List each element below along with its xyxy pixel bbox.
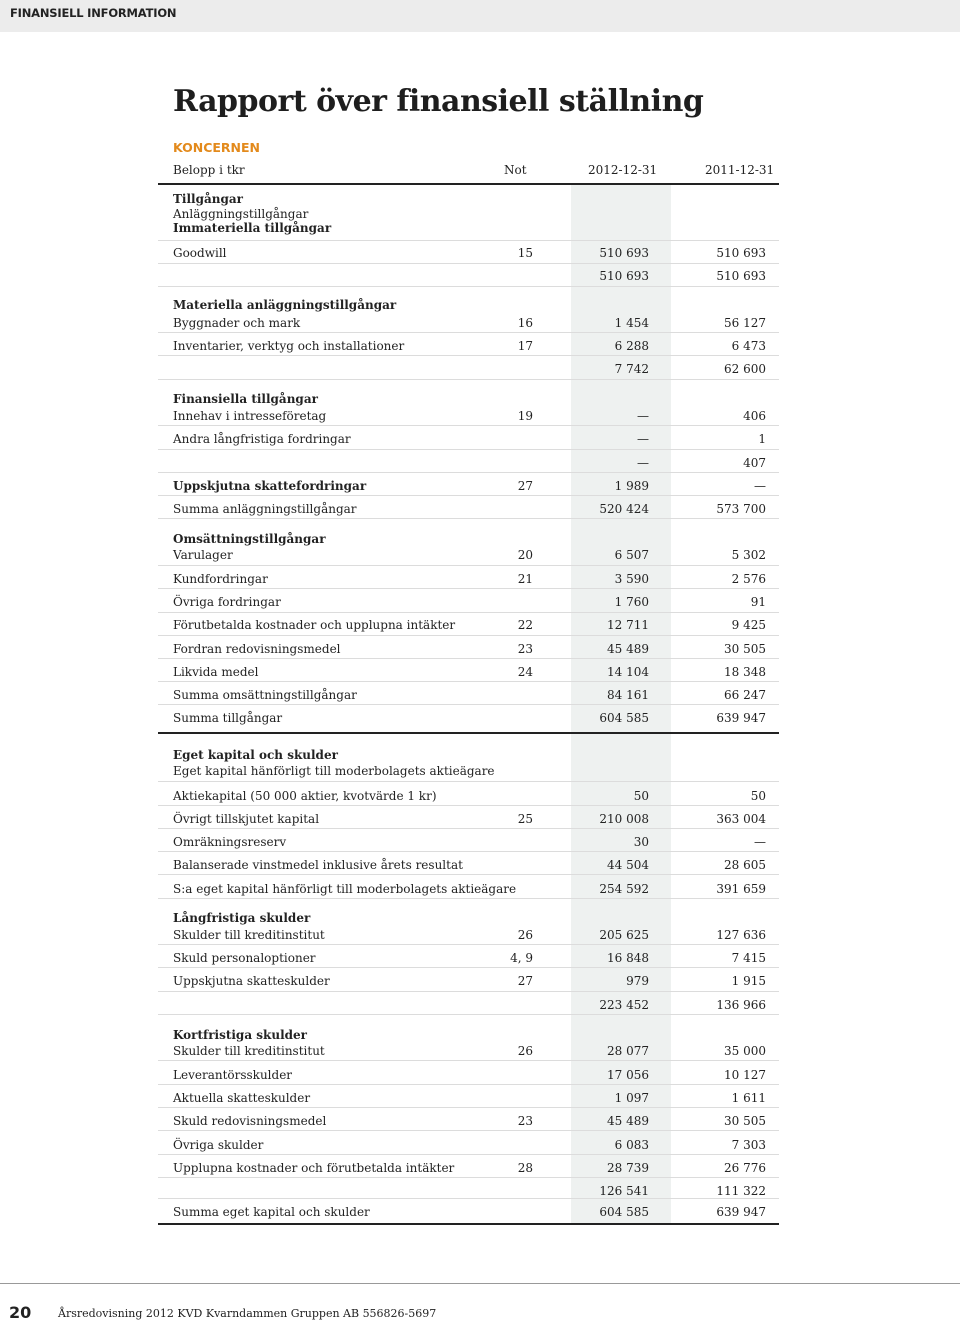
row-separator xyxy=(158,495,779,496)
row-label: Skulder till kreditinstitut xyxy=(173,928,325,942)
row-value-2011: 111 322 xyxy=(716,1184,766,1198)
row-note: 22 xyxy=(517,618,533,632)
column-header-2012: 2012-12-31 xyxy=(588,163,658,177)
row-label: Långfristiga skulder xyxy=(173,911,311,925)
row-separator xyxy=(158,1177,779,1178)
row-separator xyxy=(158,1223,779,1225)
row-label: Övriga fordringar xyxy=(173,595,281,609)
row-value-2012: 6 288 xyxy=(614,339,649,353)
row-value-2011: 35 000 xyxy=(724,1044,766,1058)
row-separator xyxy=(158,681,779,682)
row-value-2011: 510 693 xyxy=(716,269,766,283)
row-label: Immateriella tillgångar xyxy=(173,221,332,235)
row-note: 25 xyxy=(517,812,533,826)
row-note: 23 xyxy=(517,1114,533,1128)
row-label: Summa anläggningstillgångar xyxy=(173,502,357,516)
row-note: 28 xyxy=(517,1161,533,1175)
row-label: Omsättningstillgångar xyxy=(173,532,326,546)
row-value-2012: 45 489 xyxy=(607,642,649,656)
row-note: 26 xyxy=(517,928,533,942)
row-separator xyxy=(158,472,779,473)
row-label: Summa tillgångar xyxy=(173,711,283,725)
row-separator xyxy=(158,967,779,968)
row-separator xyxy=(158,565,779,566)
column-header-2011: 2011-12-31 xyxy=(705,163,775,177)
row-separator xyxy=(158,425,779,426)
row-value-2012: 45 489 xyxy=(607,1114,649,1128)
row-value-2011: 136 966 xyxy=(716,998,766,1012)
row-value-2011: 56 127 xyxy=(724,316,766,330)
row-label: Skuld personaloptioner xyxy=(173,951,316,965)
row-label: Upplupna kostnader och förutbetalda intäkter xyxy=(173,1161,455,1175)
row-value-2012: 6 083 xyxy=(614,1138,649,1152)
row-separator xyxy=(158,828,779,829)
row-value-2011: 639 947 xyxy=(716,1205,766,1219)
row-value-2012: 84 161 xyxy=(607,688,649,702)
row-separator xyxy=(158,704,779,705)
row-value-2011: 30 505 xyxy=(724,642,766,656)
row-note: 23 xyxy=(517,642,533,656)
row-separator xyxy=(158,518,779,519)
row-separator xyxy=(158,898,779,899)
row-label: Innehav i intresseföretag xyxy=(173,409,327,423)
row-value-2012: 510 693 xyxy=(599,246,649,260)
row-label: Andra långfristiga fordringar xyxy=(173,432,351,446)
row-label: Goodwill xyxy=(173,246,227,260)
row-value-2012: — xyxy=(637,432,649,446)
footer-text: Årsredovisning 2012 KVD Kvarndammen Gruppen AB 556826-5697 xyxy=(58,1307,437,1320)
row-value-2011: 1 611 xyxy=(731,1091,766,1105)
row-separator xyxy=(158,944,779,945)
row-separator xyxy=(158,1014,779,1015)
column-header-label: Belopp i tkr xyxy=(173,163,245,177)
row-separator xyxy=(158,1130,779,1131)
row-value-2012: 1 097 xyxy=(614,1091,649,1105)
row-value-2011: 2 576 xyxy=(731,572,766,586)
row-value-2011: 62 600 xyxy=(724,362,766,376)
row-value-2011: 406 xyxy=(743,409,766,423)
row-label: Övrigt tillskjutet kapital xyxy=(173,812,320,826)
row-separator xyxy=(158,612,779,613)
row-separator xyxy=(158,355,779,356)
row-value-2012: 205 625 xyxy=(599,928,649,942)
row-value-2012: 979 xyxy=(626,974,649,988)
row-label: Förutbetalda kostnader och upplupna intäkter xyxy=(173,618,456,632)
row-separator xyxy=(158,286,779,287)
section-header-label: FINANSIELL INFORMATION xyxy=(10,6,177,20)
row-value-2012: — xyxy=(637,409,649,423)
row-note: 27 xyxy=(517,479,533,493)
row-label: Skuld redovisningsmedel xyxy=(173,1114,327,1128)
column-header-note: Not xyxy=(504,163,527,177)
row-value-2012: 1 760 xyxy=(614,595,649,609)
row-value-2011: — xyxy=(754,479,766,493)
row-value-2012: 28 077 xyxy=(607,1044,649,1058)
row-value-2011: 391 659 xyxy=(716,882,766,896)
row-label: Uppskjutna skatteskulder xyxy=(173,974,330,988)
row-value-2012: 510 693 xyxy=(599,269,649,283)
row-separator xyxy=(158,1084,779,1085)
row-separator xyxy=(158,781,779,782)
row-value-2011: 9 425 xyxy=(731,618,766,632)
row-separator xyxy=(158,1107,779,1108)
row-separator xyxy=(158,588,779,589)
row-value-2011: 510 693 xyxy=(716,246,766,260)
row-separator xyxy=(158,658,779,659)
row-value-2012: 44 504 xyxy=(607,858,649,872)
row-label: Eget kapital och skulder xyxy=(173,748,338,762)
row-separator xyxy=(158,240,779,241)
row-label: Kundfordringar xyxy=(173,572,268,586)
row-value-2011: 573 700 xyxy=(716,502,766,516)
page-title: Rapport över finansiell ställning xyxy=(173,84,704,119)
row-value-2011: 407 xyxy=(743,456,766,470)
row-separator xyxy=(158,805,779,806)
row-separator xyxy=(158,991,779,992)
row-value-2012: 1 989 xyxy=(614,479,649,493)
row-value-2011: 91 xyxy=(750,595,766,609)
row-separator xyxy=(158,635,779,636)
row-value-2011: — xyxy=(754,835,766,849)
row-value-2012: 223 452 xyxy=(599,998,649,1012)
row-label: Materiella anläggningstillgångar xyxy=(173,298,397,312)
row-separator xyxy=(158,1154,779,1155)
row-note: 26 xyxy=(517,1044,533,1058)
row-separator xyxy=(158,851,779,852)
row-value-2012: 604 585 xyxy=(599,1205,649,1219)
row-label: Eget kapital hänförligt till moderbolagets aktieägare xyxy=(173,764,495,778)
footer-rule xyxy=(0,1283,960,1284)
row-label: Uppskjutna skattefordringar xyxy=(173,479,367,493)
row-label: Summa omsättningstillgångar xyxy=(173,688,357,702)
row-value-2011: 50 xyxy=(750,789,766,803)
row-value-2011: 5 302 xyxy=(731,548,766,562)
row-value-2011: 10 127 xyxy=(724,1068,766,1082)
row-separator xyxy=(158,263,779,264)
row-value-2012: 12 711 xyxy=(607,618,649,632)
row-value-2012: 16 848 xyxy=(607,951,649,965)
page-subtitle: KONCERNEN xyxy=(173,140,261,155)
row-note: 16 xyxy=(517,316,533,330)
row-note: 27 xyxy=(517,974,533,988)
row-value-2012: 210 008 xyxy=(599,812,649,826)
row-value-2011: 30 505 xyxy=(724,1114,766,1128)
row-label: Anläggningstillgångar xyxy=(173,207,309,221)
row-label: Omräkningsreserv xyxy=(173,835,287,849)
row-separator xyxy=(158,1198,779,1199)
row-value-2012: 28 739 xyxy=(607,1161,649,1175)
row-value-2011: 28 605 xyxy=(724,858,766,872)
page-number: 20 xyxy=(9,1303,32,1322)
row-label: Varulager xyxy=(173,548,233,562)
row-note: 19 xyxy=(517,409,533,423)
row-separator xyxy=(158,874,779,875)
row-separator xyxy=(158,379,779,380)
row-separator xyxy=(158,449,779,450)
row-separator xyxy=(158,332,779,333)
row-value-2011: 26 776 xyxy=(724,1161,766,1175)
row-value-2011: 639 947 xyxy=(716,711,766,725)
row-value-2012: 17 056 xyxy=(607,1068,649,1082)
row-value-2012: — xyxy=(637,456,649,470)
row-label: Övriga skulder xyxy=(173,1138,264,1152)
row-value-2011: 7 415 xyxy=(731,951,766,965)
row-note: 20 xyxy=(517,548,533,562)
row-label: Summa eget kapital och skulder xyxy=(173,1205,370,1219)
row-value-2011: 7 303 xyxy=(731,1138,766,1152)
row-value-2012: 604 585 xyxy=(599,711,649,725)
row-label: Byggnader och mark xyxy=(173,316,301,330)
row-value-2012: 50 xyxy=(633,789,649,803)
row-note: 15 xyxy=(517,246,533,260)
row-value-2011: 1 915 xyxy=(731,974,766,988)
row-value-2012: 6 507 xyxy=(614,548,649,562)
row-value-2011: 363 004 xyxy=(716,812,766,826)
row-value-2011: 6 473 xyxy=(731,339,766,353)
row-label: Skulder till kreditinstitut xyxy=(173,1044,325,1058)
row-label: Finansiella tillgångar xyxy=(173,392,318,406)
row-separator xyxy=(158,1060,779,1061)
row-label: Inventarier, verktyg och installationer xyxy=(173,339,405,353)
row-value-2011: 18 348 xyxy=(724,665,766,679)
row-note: 17 xyxy=(517,339,533,353)
row-value-2011: 1 xyxy=(758,432,766,446)
row-label: Fordran redovisningsmedel xyxy=(173,642,341,656)
row-value-2011: 66 247 xyxy=(724,688,766,702)
row-label: Aktiekapital (50 000 aktier, kvotvärde 1 kr) xyxy=(173,789,437,803)
row-value-2012: 7 742 xyxy=(614,362,649,376)
row-label: Likvida medel xyxy=(173,665,259,679)
row-value-2012: 1 454 xyxy=(614,316,649,330)
row-value-2012: 3 590 xyxy=(614,572,649,586)
row-value-2012: 14 104 xyxy=(607,665,649,679)
row-label: Balanserade vinstmedel inklusive årets resultat xyxy=(173,858,463,872)
section-header-bar xyxy=(0,0,960,32)
row-value-2012: 30 xyxy=(633,835,649,849)
row-label: S:a eget kapital hänförligt till moderbolagets aktieägare xyxy=(173,882,517,896)
row-note: 4, 9 xyxy=(510,951,533,965)
row-note: 24 xyxy=(517,665,533,679)
row-separator xyxy=(158,732,779,734)
row-label: Kortfristiga skulder xyxy=(173,1028,307,1042)
row-value-2012: 126 541 xyxy=(599,1184,649,1198)
row-value-2012: 520 424 xyxy=(599,502,649,516)
row-note: 21 xyxy=(517,572,533,586)
row-label: Tillgångar xyxy=(173,192,243,206)
row-value-2011: 127 636 xyxy=(716,928,766,942)
row-value-2012: 254 592 xyxy=(599,882,649,896)
row-label: Leverantörsskulder xyxy=(173,1068,293,1082)
row-label: Aktuella skatteskulder xyxy=(173,1091,311,1105)
table-top-rule xyxy=(158,183,779,185)
